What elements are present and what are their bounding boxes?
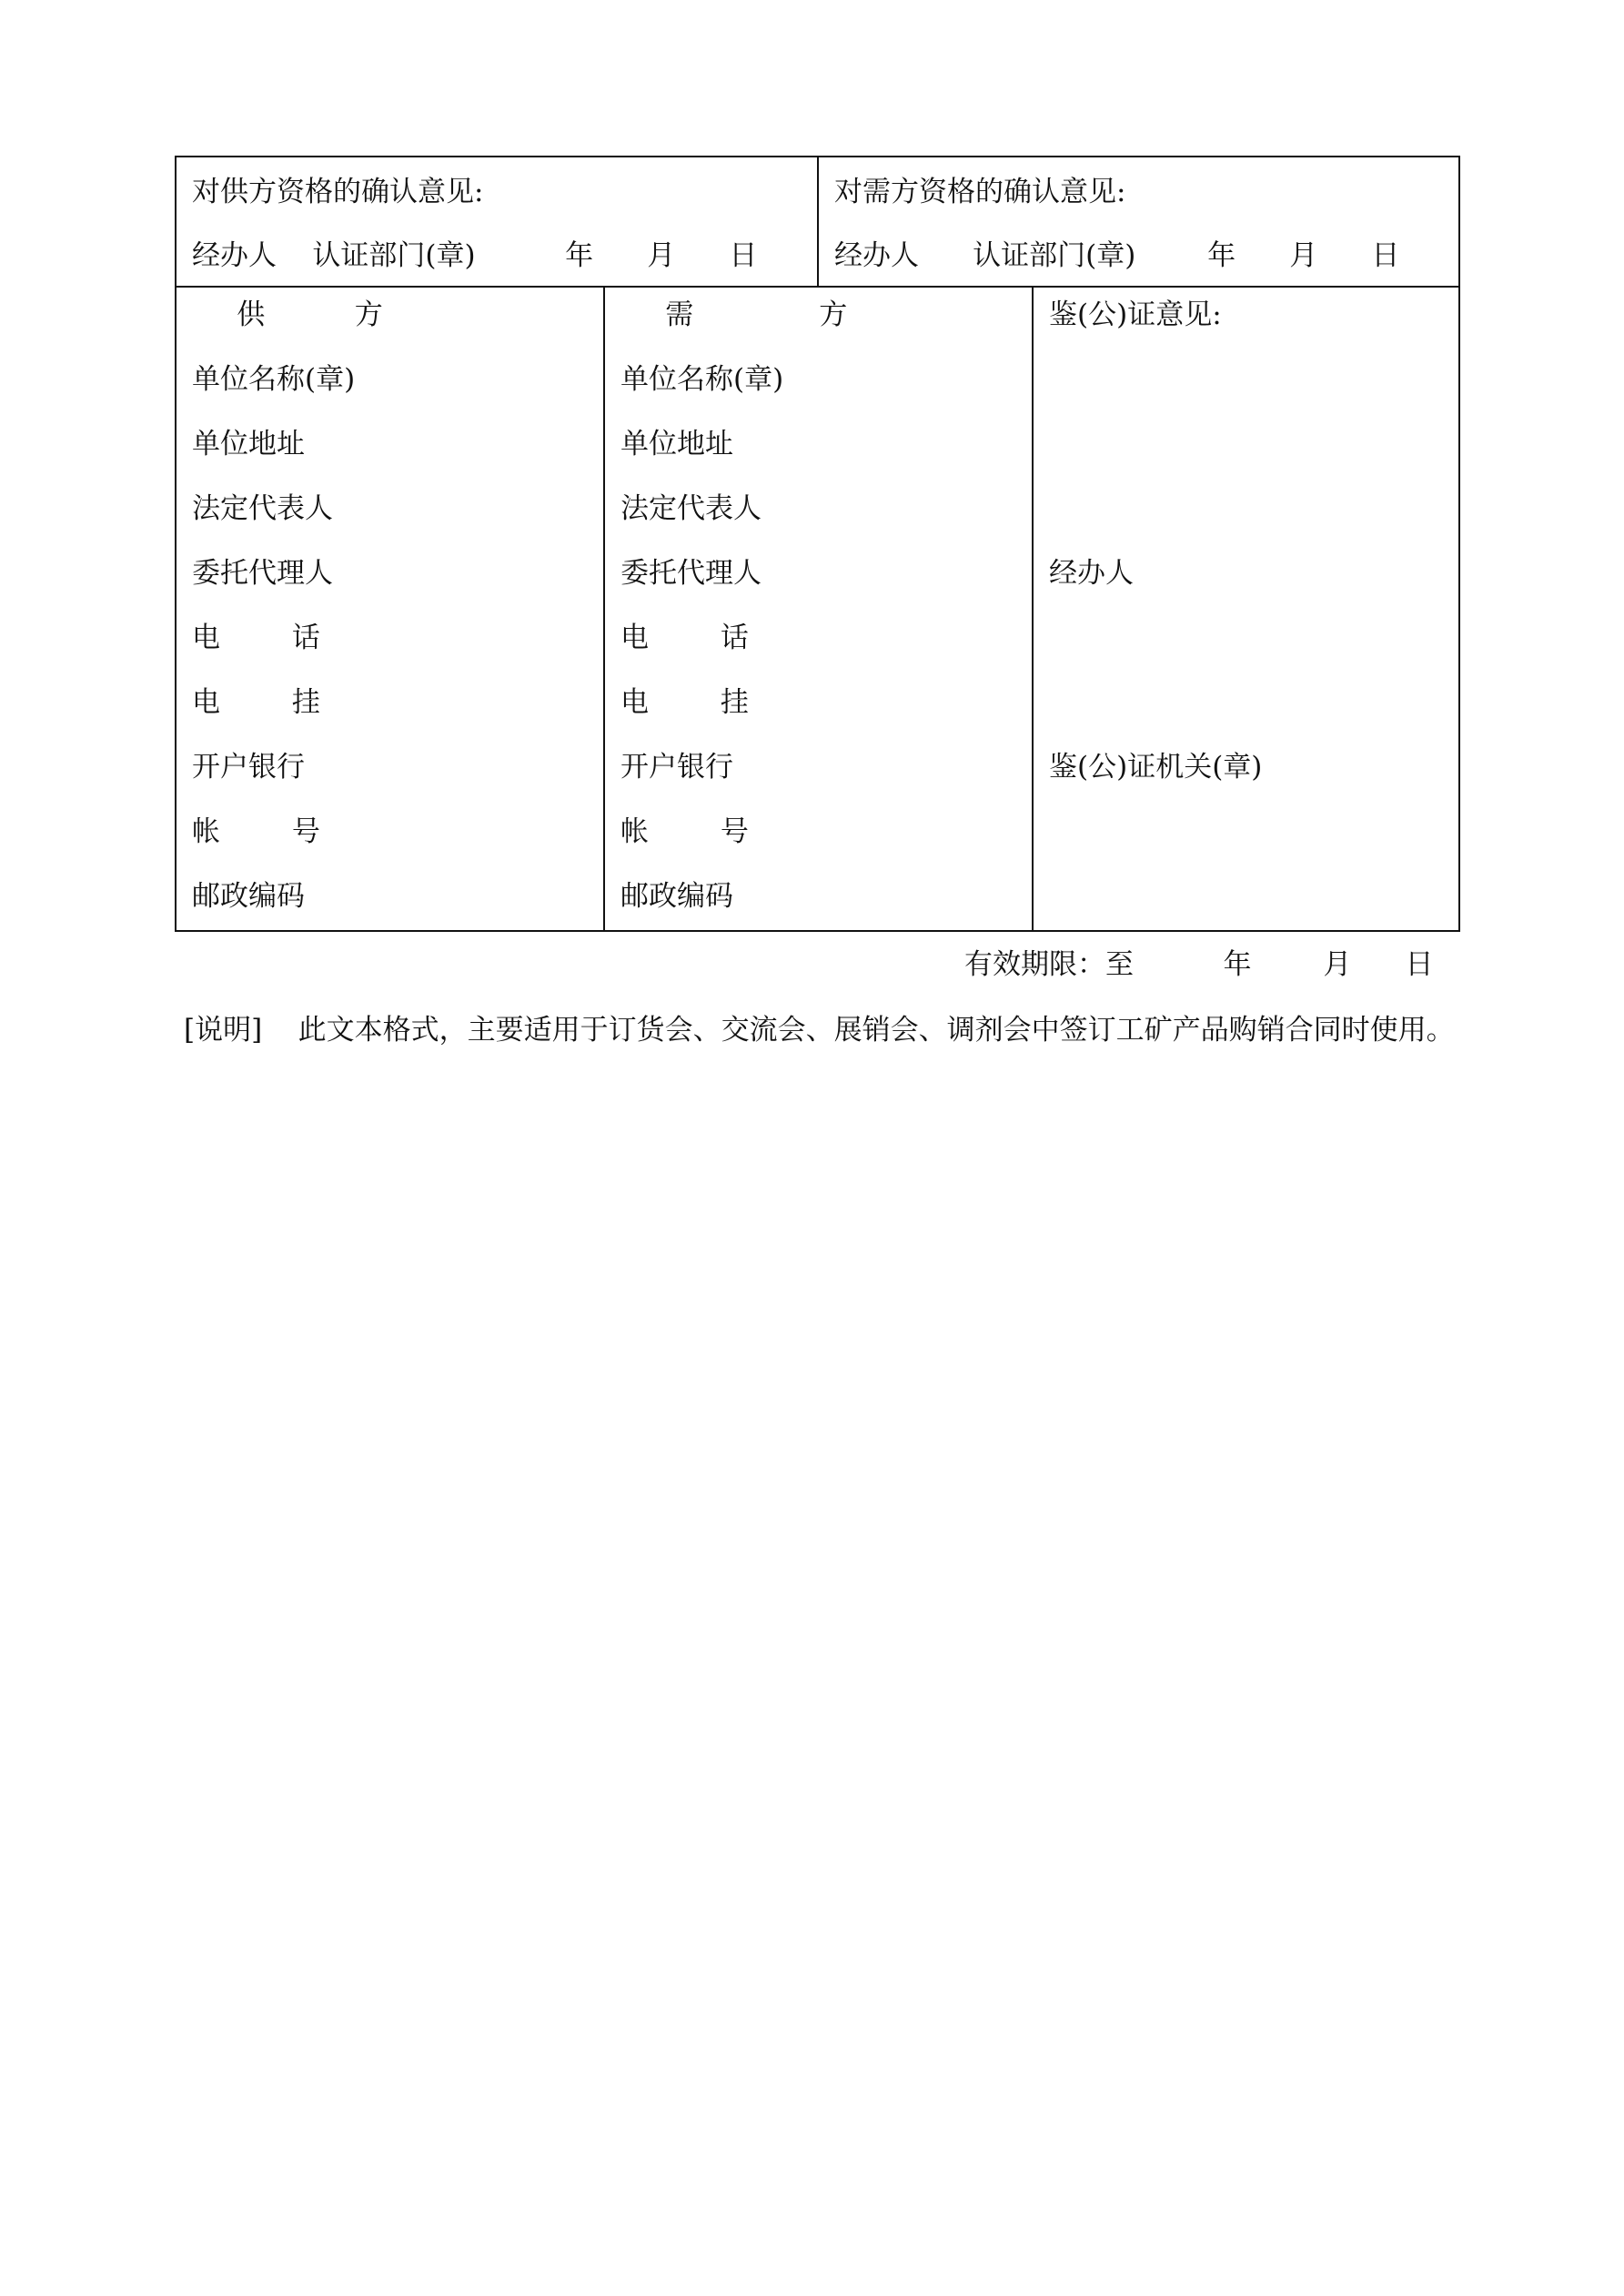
- validity-period-line: 有效期限：至 年 月 日: [964, 948, 1434, 981]
- supplier-column: [177, 288, 605, 930]
- buyer-field-phone: 电 话: [620, 622, 749, 654]
- supplier-field-bank: 开户银行: [192, 751, 305, 784]
- buyer-heading: 需 方: [620, 298, 848, 331]
- parties-row: [177, 288, 1458, 930]
- supplier-field-postcode: 邮政编码: [192, 880, 305, 913]
- notary-handler-label: 经办人: [1049, 557, 1134, 590]
- qualification-confirmation-row: [177, 157, 1458, 288]
- supplier-confirmation-cell: [177, 157, 819, 286]
- buyer-confirmation-title: 对需方资格的确认意见:: [834, 176, 1126, 208]
- buyer-field-account: 帐 号: [620, 815, 749, 848]
- buyer-field-telegraph: 电 挂: [620, 686, 749, 719]
- notary-authority-seal-label: 鉴(公)证机关(章): [1049, 751, 1263, 784]
- buyer-column: [605, 288, 1034, 930]
- supplier-field-account: 帐 号: [192, 815, 320, 848]
- supplier-field-unit-name: 单位名称(章): [192, 363, 356, 396]
- buyer-field-postcode: 邮政编码: [620, 880, 733, 913]
- supplier-field-legal-rep: 法定代表人: [192, 492, 333, 525]
- notary-column: [1034, 288, 1460, 930]
- buyer-field-address: 单位地址: [620, 428, 733, 460]
- buyer-confirmation-sign-line: 经办人 认证部门(章) 年 月 日: [834, 239, 1400, 272]
- supplier-confirmation-title: 对供方资格的确认意见:: [192, 176, 484, 208]
- buyer-field-legal-rep: 法定代表人: [620, 492, 762, 525]
- supplier-heading: 供 方: [192, 298, 383, 331]
- supplier-field-agent: 委托代理人: [192, 557, 333, 590]
- supplier-confirmation-sign-line: 经办人 认证部门(章) 年 月 日: [192, 239, 758, 272]
- notary-opinion-title: 鉴(公)证意见:: [1049, 298, 1222, 331]
- buyer-field-unit-name: 单位名称(章): [620, 363, 784, 396]
- buyer-field-bank: 开户银行: [620, 751, 733, 784]
- buyer-field-agent: 委托代理人: [620, 557, 762, 590]
- buyer-confirmation-cell: [819, 157, 1460, 286]
- supplier-field-address: 单位地址: [192, 428, 305, 460]
- contract-signature-table: [175, 156, 1460, 932]
- supplier-field-phone: 电 话: [192, 622, 320, 654]
- usage-note: [说明] 此文本格式，主要适用于订货会、交流会、展销会、调剂会中签订工矿产品购销合同时使用。: [184, 1014, 1455, 1047]
- supplier-field-telegraph: 电 挂: [192, 686, 320, 719]
